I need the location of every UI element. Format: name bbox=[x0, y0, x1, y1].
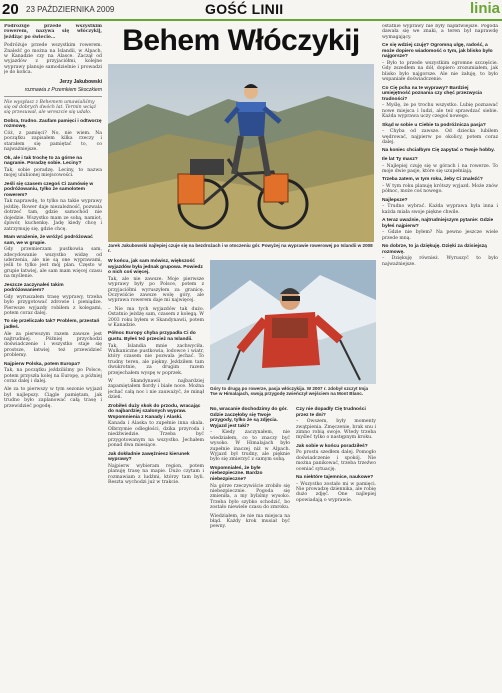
middle-column: W końcu, jak sam mówisz, większość wyjazdów była jednak grupowa. Powiedz o nich coś więcej. Tak, ale nie zawsze. Moje pierwsze wyprawy były po Polsce, potem z przyjaciółmi wyruszyłem za granicę. Oczywiście zawsze wolę góry, ale wyprawa rowerem daje mi najwięcej. – Nie ma tych wyjazdów tak dużo. Ostatnio jeżdżę sam, czasem z kolegą. W 2003 roku byłem w Skandynawii, potem w Kanadzie. Północ Europy chyba przypadła Ci do gustu. Byłeś też przecież na Islandii. Tak, Islandia mnie zachwyciła. Wulkaniczne pustkowia, lodowce i wiatr, który czasem nie pozwala jechać. To trudny teren, ale piękny. Jeździłem tam dwukrotnie, za drugim razem przejechałem wyspę w poprzek. W Skandynawii najbardziej zapamiętałem fiordy i białe noce. Można jechać całą noc i nie zauważyć, że minął dzień. Zrobiłeś duży skok do przodu, wracając do najbardziej szalonych wypraw. Wspomnienia z Kanady i Alaski. Kanada i Alaska to zupełnie inna skala. Olbrzymie odległości, dzika przyroda i niedźwiedzie. Trzeba być przygotowanym na wszystko. Jechałem ponad dwa miesiące. Jak dokładnie zawęźniesz kierunek wyprawy? Najpierw wybieram region, potem planuję trasę na mapie. Dużo czytam i rozmawiam z ludźmi, którzy tam byli. Reszta wychodzi już w trakcie. bbox=[108, 259, 204, 485]
question: Północ Europy chyba przypadła Ci do gustu. Byłeś też przecież na Islandii. bbox=[108, 331, 196, 343]
question: Skąd w sobie u Ciebie ta podróżnicza pasja? bbox=[382, 122, 486, 128]
page-number: 20 bbox=[2, 1, 19, 18]
question: To się przeliczało tak? Problem, przestań jadłeś. bbox=[4, 319, 100, 330]
left-column: Podróżuje przede wszystkim rowerem, nazywa się włóczykij, jeżdżąc po świecie… Podróżuje przede wszystkim rowerem. Znaleźć go można na Islandii, w Alpach, w Kanadzie czy na Alasce. Zaczął od wyjazdów z przyjaciółmi, kolejne wyprawy planuje samodzielnie i prowadzi je do końca. Jerzy Jakubowski rozmawia z Przemkiem Skoczkiem Nie wysyłasz z Behemem umawialiśmy się od dobrych dwóch lat. Termin wciąż się przesuwał, ale wreszcie się udało. Dobra, trudno. Zaufam pamięci i odtworzę rozmowę. Cóż, z pamięci? No, nie wiem. Na początku zapisałem kilka rzeczy i starałem się pamiętać to, co najważniejsze. Ok, ale i tak trochę to za górne na nagranie. Poradzę sobie. Leciny? Tak, sobie poradzę. Leciny, to nazwa mojej ulubionej miejscowości. Jeśli się czasem czegoś Ci zamówię w podróżowaniu, tylko że samolotem rowerem? Tak naprawdę, to tylko na takie wyprawy jeżdżę. Rower daje niezależność, pozwala dotrzeć tam, gdzie samochód nie dojedzie. Wszystko mam ze sobą, namiot, śpiwór, kuchenkę. Jadę kiedy chcę i zatrzymuję się, gdzie chcę. Mam wrażenie, że wróżyć podróżować sam, we w grupie. Gdy przemierzam pustkowia sam, zdecydowanie wszystko widzę od uderzenia, ale nie są one wyprawami, jeśli to tylko jest mój plan. Często w grupie łatwiej, ale sam mam więcej czasu na myślenie. Jeszcze zaczynałeś takim podróżowaniem? Gdy wyruszałem trasę wyprawy, trzeba było przygotować zdrowie i pieniądze. Pierwsze wyjazdy robiłem z kolegami, potem coraz dalej. To się przeliczało tak? Problem, przestań jadłeś. Ale za pierwszym razem zawsze jest najtrudniej. Później przychodzi doświadczenie i wszystko staje się prostsze, łatwiej też przewidzieć problemy. Najpierw Polska, potem Europa? Tak, na początku jeździliśmy po Polsce, potem przyszła kolej na Europę, a później coraz dalej i dalej. Ale za to pierwszy w tym sezonie wyjazd był najlepszy. Ciągle pamiętam, jak trudno było zaplanować całą trasę i przewidzieć pogodę. bbox=[4, 24, 102, 409]
intro-paragraph: Podróżuje przede wszystkim rowerem, nazywa się włóczykij, jeżdżąc po świecie… bbox=[4, 24, 102, 40]
question: Jeśli się czasem czegoś Ci zamówię w podróżowaniu, tylko że samolotem rowerem? bbox=[4, 181, 94, 198]
question: Wspomniałeś, że byłe niebezpieczne. Bardzo niebezpieczne? bbox=[210, 465, 263, 482]
cyclist-photo bbox=[108, 64, 374, 242]
question: No dobrze, to ja dziękuję. Dzięki za dzisiejszą rozmowę. bbox=[382, 244, 487, 255]
question: Mam wrażenie, że wróżyć podróżować sam, we w grupie. bbox=[4, 234, 93, 246]
section-title: GOŚĆ LINII bbox=[205, 1, 284, 17]
question: Dobra, trudno. Zaufam pamięci i odtworzę rozmowę. bbox=[4, 118, 102, 130]
section-name: linia bbox=[469, 0, 500, 17]
question: Na niektóre tajemnice, naukowe? bbox=[296, 475, 374, 481]
question: Ok, ale i tak trochę to za górne na nagranie. Poradzę sobie. Leciny? bbox=[4, 155, 82, 167]
interview-credit: rozmawia z Przemkiem Skoczkiem bbox=[24, 86, 102, 93]
article-author: Jerzy Jakubowski bbox=[59, 78, 102, 85]
question: No, wracanie dochodzimy do gór. Gdzie zaczęłoby się Twoje przygody, tylko że są zdjęcia. Wyjazd jest taki? bbox=[210, 407, 288, 429]
question: Zrobiłeś duży skok do przodu, wracając do najbardziej szalonych wypraw. Wspomnienia z Kanady i Alaski. bbox=[108, 403, 201, 420]
question: Co Cię pcha na te wyprawy? Bardziej umiejętność poznania czy chęć przezwycia trudności? bbox=[382, 85, 483, 102]
question: Jeszcze zaczynałeś takim podróżowaniem? bbox=[4, 282, 64, 294]
page-header bbox=[0, 0, 502, 19]
issue-date: 23 PAŹDZIERNIKA 2009 bbox=[26, 5, 115, 14]
question: Jak dokładnie zawęźniesz kierunek wyprawy? bbox=[108, 451, 190, 463]
header-rule bbox=[0, 19, 502, 21]
photo1-caption: Jarek Jakubowski najlepiej czuje się na bezdrożach i w otoczeniu gór. Powyżej na wyprawie rowerowej po Islandii w 2008 r. bbox=[108, 243, 373, 254]
question: Najpierw Polska, potem Europa? bbox=[4, 361, 81, 367]
question: W końcu, jak sam mówisz, większość wyjazdów była jednak grupowa. Powiedz o nich coś więcej. bbox=[108, 259, 203, 276]
article-headline: Behem Włóczykij bbox=[122, 24, 360, 57]
right-column: ostatnie wyprawy nie były najłatwiejsze. Pogoda dawała się we znaki, a teren był naprawdę wymagający. Ce się wdziej czuję? Ogromną ulgę, radość, a może dopiero wiadomość o tym, jak blisko było najgorsze? – Było to przede wszystkim ogromne szczęście. Gdy zszedłem na dół, dopiero zrozumiałem, jak blisko było najgorsze. Ale nie żałuję, to było wspaniałe doświadczenie. Co Cię pcha na te wyprawy? Bardziej umiejętność poznania czy chęć przezwycia trudności? – Myślę, że po trochu wszystko. Lubię poznawać nowe miejsca i ludzi, ale też sprawdzać siebie. Każda wyprawa uczy czegoś nowego. Skąd w sobie u Ciebie ta podróżnicza pasja? – Chyba od zawsze. Od dziecka lubiłem wędrować, najpierw po okolicy, potem coraz dalej. Na koniec chciałbym Cię zapytać o Twoje hobby. Ile lat Ty masz? – Najlepiej czuję się w górach i na rowerze. To moje dwie pasje, które się uzupełniają. Trzeba zatem, w tym roku, żeby Ci znaleźć? – W tym roku planuję krótszy wyjazd. Może znów północ, może coś nowego. Najlepsze? – Trudno wybrać. Każda wyprawa była inna i każda miała swoje piękne chwile. A teraz uważnie, najtrudniejszym pytanie: Gdzie byłeś najpierw? – Gdzie nie byłem? Na pewno jeszcze wiele przede mną. No dobrze, to ja dziękuję. Dzięki za dzisiejszą rozmowę. – Dziękuję również. Wyruszyć to było najważniejsze. bbox=[382, 24, 498, 267]
question: Najlepsze? bbox=[382, 197, 408, 203]
question: Czy nie dopadły Cię trudności przez te dni? bbox=[296, 407, 366, 418]
question: A teraz uważnie, najtrudniejszym pytanie: Gdzie byłeś najpierw? bbox=[382, 218, 494, 229]
question: Na koniec chciałbym Cię zapytać o Twoje hobby. bbox=[382, 148, 495, 154]
question: Ile lat Ty masz? bbox=[382, 157, 418, 163]
question: Ce się wdziej czuję? Ogromną ulgę, radość, a może dopiero wiadomość o tym, jak blisko było najgorsze? bbox=[382, 43, 493, 60]
middle-column-3: Czy nie dopadły Cię trudności przez te dni? – Owszem, były momenty zwątpienia. Zmęczenie, brak snu i zimno robią swoje. Wtedy trzeba myśleć tylko o następnym kroku. Jak sobie w końcu poradziłeś? Po prostu szedłem dalej. Pomogło doświadczenie i spokój. Nie można panikować, trzeba trzeźwo oceniać sytuację. Na niektóre tajemnice, naukowe? – Wszystko zostało mi w pamięci. Nie prowadzę dziennika, ale robię dużo zdjęć. One najlepiej opowiadają o wyprawie. bbox=[296, 407, 376, 503]
question: Jak sobie w końcu poradziłeś? bbox=[296, 443, 368, 449]
climber-photo bbox=[210, 260, 376, 384]
middle-column-2: No, wracanie dochodzimy do gór. Gdzie zaczęłoby się Twoje przygody, tylko że są zdjęcia. Wyjazd jest taki? – Kiedy zaczynałem, nie wiedziałem, co to znaczy być wysoko. W Himalajach było zupełnie inaczej niż w Alpach. Wyjazd był trudny, ale pięknie było się zmierzyć z samym sobą. Wspomniałeś, że byłe niebezpieczne. Bardzo niebezpieczne? Na górze rzeczywiście zrobiło się niebezpiecznie. Pogoda się zmieniła, a my byliśmy wysoko. Trzeba było szybko schodzić, bo zostało niewiele czasu do zmroku. Wiedziałem, że nie ma miejsca na błąd. Każdy krok musiał być pewny. bbox=[210, 407, 290, 530]
photo2-caption: Góry to drugą po rowerze, pasja włóczykija. W 2007 r. zdobył szczyt Imja Tse w Himalajach, swoją przygodę zwieńczył wejściem na Mont Blanc. bbox=[210, 386, 369, 397]
question: Trzeba zatem, w tym roku, żeby Ci znaleźć? bbox=[382, 177, 483, 183]
